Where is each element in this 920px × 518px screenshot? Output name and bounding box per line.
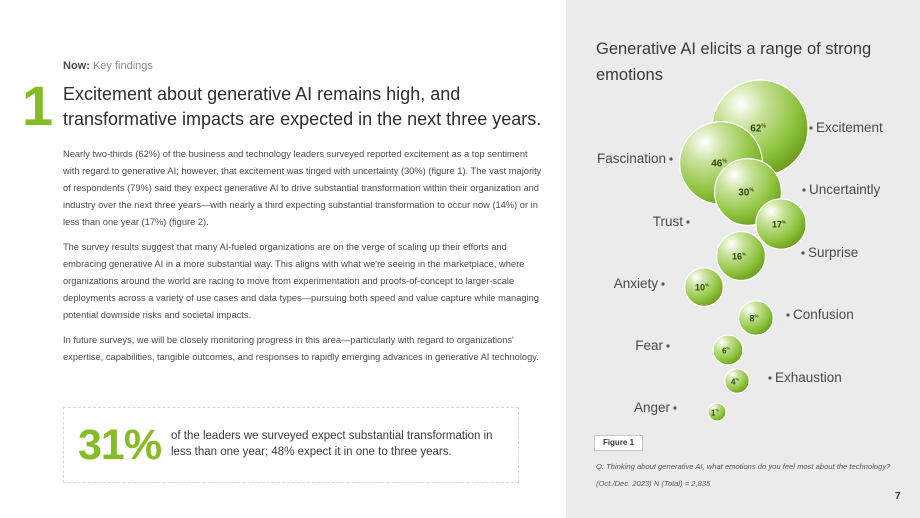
category-label-uncertaintly: Uncertaintly (809, 182, 881, 197)
paragraph: The survey results suggest that many AI-fueled organizations are on the verge of scaling up their efforts and embracing generative AI in a more substantial way. This aligns with what we're seeing in the marketplace, where organizations around the world are racing to move from experimentation and proofs-of-concept to larger-scale deployments across a variety of use cases and data types—pursuing both speed and value capture while managing potential downside risks and societal impacts. (63, 242, 539, 320)
value-label-fear: 6% (721, 345, 731, 356)
value-label-exhaustion: 4% (730, 376, 740, 387)
paragraph: In future surveys, we will be closely monitoring progress in this area—particularly with regard to organizations' expertise, capabilities, tangible outcomes, and responses to rapidly emerging advances in generative AI technology. (63, 335, 539, 362)
label-bullet (661, 282, 664, 285)
label-bullet (809, 126, 812, 129)
category-label-anxiety: Anxiety (613, 276, 658, 291)
category-label-excitement: Excitement (816, 120, 883, 135)
value-label-surprise: 16% (731, 251, 747, 262)
label-bullet (801, 251, 804, 254)
category-label-exhaustion: Exhaustion (775, 370, 842, 385)
category-label-trust: Trust (652, 214, 683, 229)
category-label-anger: Anger (633, 400, 670, 415)
label-bullet (673, 406, 676, 409)
value-label-fascination: 46% (711, 158, 727, 170)
category-label-surprise: Surprise (808, 245, 859, 260)
section-number: 1 (22, 74, 54, 137)
label-bullet (669, 157, 672, 160)
category-label-confusion: Confusion (793, 307, 854, 322)
label-bullet (802, 188, 805, 191)
value-label-trust: 17% (771, 219, 787, 230)
figure-label: Figure 1 (594, 435, 643, 451)
category-label-fascination: Fascination (596, 151, 666, 166)
section-headline: Excitement about generative AI remains high, and transformative impacts are expected in the next three years. (63, 84, 542, 129)
stat-callout (63, 407, 519, 483)
label-bullet (686, 220, 689, 223)
paragraph: Nearly two-thirds (62%) of the business and technology leaders surveyed reported excitement as a top sentiment with regard to generative AI; however, that excitement was tinged with uncertainty (30%) (figure 1). The vast majority of respondents (79%) said they expect generative AI to drive substantial transformation within their organization and industry over the next three years—with nearly a third expecting substantial transformation to occur now (14%) or in less than one year (17%) (figure 2). (63, 149, 542, 227)
value-label-uncertaintly: 30% (738, 187, 754, 199)
figure-note: Q: Thinking about generative AI, what emotions do you feel most about the technology? (Oct./Dec. 2023) N (Total) = 2,835 (596, 462, 891, 488)
value-label-anger: 1% (710, 407, 720, 418)
callout-number: 31% (78, 421, 162, 469)
value-label-confusion: 8% (749, 313, 759, 324)
label-bullet (666, 344, 669, 347)
callout-text: of the leaders we surveyed expect substantial transformation in less than one year; 48% expect it in one to three years. (171, 430, 493, 458)
category-label-fear: Fear (635, 338, 663, 353)
chart-title: Generative AI elicits a range of strong emotions (596, 40, 872, 84)
page-number: 7 (895, 491, 901, 502)
value-label-excitement: 62% (750, 123, 766, 135)
value-label-anxiety: 10% (694, 282, 710, 293)
body-text (63, 146, 545, 374)
label-bullet (768, 376, 771, 379)
label-bullet (786, 313, 789, 316)
section-eyebrow: Now: Key findings (63, 60, 153, 72)
